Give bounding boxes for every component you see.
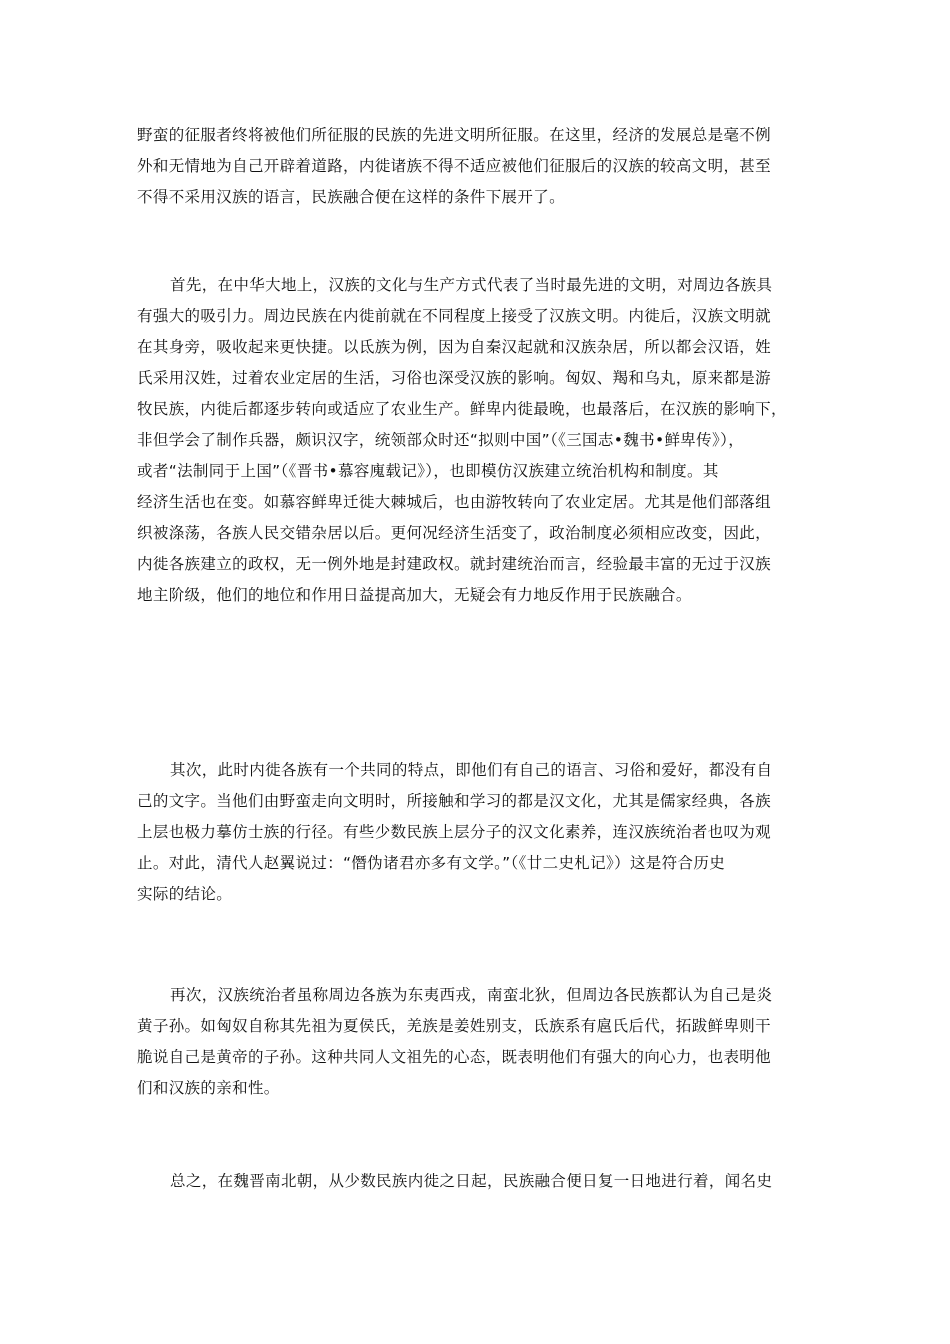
text-line: 内徙各族建立的政权，无一例外地是封建政权。就封建统治而言，经验最丰富的无过于汉族 xyxy=(137,555,772,573)
text-line: 再次，汉族统治者虽称周边各族为东夷西戎，南蛮北狄，但周边各民族都认为自己是炎 xyxy=(170,986,773,1004)
paragraph-conclusion xyxy=(137,1166,827,1197)
text-line: 地主阶级，他们的地位和作用日益提高加大，无疑会有力地反作用于民族融合。 xyxy=(137,586,692,604)
text-line: 首先，在中华大地上，汉族的文化与生产方式代表了当时最先进的文明，对周边各族具 xyxy=(170,276,773,294)
text-line: 经济生活也在变。如慕容鲜卑迁徙大棘城后，也由游牧转向了农业定居。尤其是他们部落组 xyxy=(137,493,772,511)
text-line: 们和汉族的亲和性。 xyxy=(137,1079,280,1097)
paragraph-second xyxy=(137,755,827,910)
text-line: 或者“法制同于上国”（《晋书•慕容廆载记》），也即模仿汉族建立统治机构和制度。其 xyxy=(137,462,719,480)
text-line: 有强大的吸引力。周边民族在内徙前就在不同程度上接受了汉族文明。内徙后，汉族文明就 xyxy=(137,307,772,325)
text-line: 外和无情地为自己开辟着道路，内徙诸族不得不适应被他们征服后的汉族的较高文明，甚至 xyxy=(137,157,772,175)
paragraph-conquest xyxy=(137,120,827,213)
text-line: 其次，此时内徙各族有一个共同的特点，即他们有自己的语言、习俗和爱好，都没有自 xyxy=(170,761,773,779)
text-line: 上层也极力摹仿士族的行径。有些少数民族上层分子的汉文化素养，连汉族统治者也叹为观 xyxy=(137,823,772,841)
text-line: 野蛮的征服者终将被他们所征服的民族的先进文明所征服。在这里，经济的发展总是毫不例 xyxy=(137,126,772,144)
text-line: 非但学会了制作兵器，颇识汉字，统领部众时还“拟则中国”（《三国志•魏书•鲜卑传》）， xyxy=(137,431,745,449)
text-line: 不得不采用汉族的语言，民族融合便在这样的条件下展开了。 xyxy=(137,188,565,206)
text-line: 氏采用汉姓，过着农业定居的生活，习俗也深受汉族的影响。匈奴、羯和乌丸，原来都是游 xyxy=(137,369,772,387)
text-line: 总之，在魏晋南北朝，从少数民族内徙之日起，民族融合便日复一日地进行着，闻名史 xyxy=(170,1172,773,1190)
text-line: 黄子孙。如匈奴自称其先祖为夏侯氏，羌族是姜姓别支，氐族系有扈氏后代，拓跋鲜卑则干 xyxy=(137,1017,772,1035)
paragraph-first xyxy=(137,270,827,611)
text-line: 织被涤荡，各族人民交错杂居以后。更何况经济生活变了，政治制度必须相应改变，因此， xyxy=(137,524,772,542)
text-line: 实际的结论。 xyxy=(137,885,233,903)
text-line: 牧民族，内徙后都逐步转向或适应了农业生产。鲜卑内徙最晚，也最落后，在汉族的影响下， xyxy=(137,400,787,418)
text-line: 己的文字。当他们由野蛮走向文明时，所接触和学习的都是汉文化，尤其是儒家经典，各族 xyxy=(137,792,772,810)
text-line: 在其身旁，吸收起来更快捷。以氐族为例，因为自秦汉起就和汉族杂居，所以都会汉语，姓 xyxy=(137,338,772,356)
paragraph-third xyxy=(137,980,827,1104)
text-line: 脆说自己是黄帝的子孙。这种共同人文祖先的心态，既表明他们有强大的向心力，也表明他 xyxy=(137,1048,772,1066)
text-line: 止。对此，清代人赵翼说过：“僭伪诸君亦多有文学。”（《廿二史札记》）这是符合历史 xyxy=(137,854,726,872)
